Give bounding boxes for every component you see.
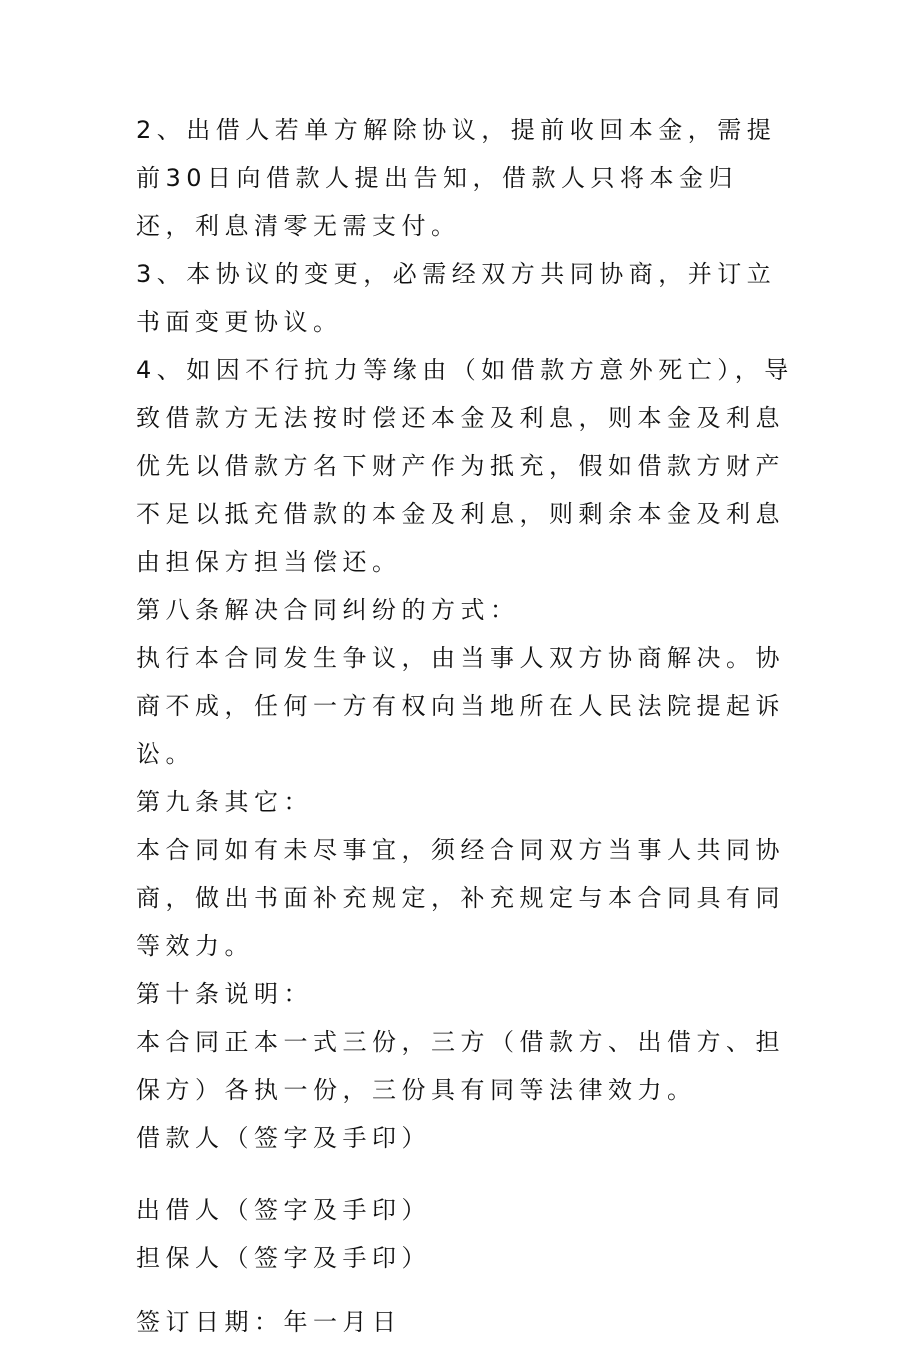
article-8-body: 执行本合同发生争议，由当事人双方协商解决。协商不成，任何一方有权向当地所在人民法院提起诉讼。 [136,644,785,768]
guarantor-signature-line: 担保人（签字及手印） [136,1244,431,1272]
clause-2: 2、出借人若单方解除协议，提前收回本金，需提前30日向借款人提出告知，借款人只将本金归还，利息清零无需支付。 [136,116,777,240]
article-9-heading: 第九条其它： [136,788,313,816]
spacer [136,1282,796,1298]
clause-3: 3、本协议的变更，必需经双方共同协商，并订立书面变更协议。 [136,260,777,336]
lender-signature-line: 出借人（签字及手印） [136,1196,431,1224]
document-content [136,106,796,1346]
signing-date-line: 签订日期：年一月日 [136,1308,402,1336]
clause-4: 4、如因不行抗力等缘由（如借款方意外死亡），导致借款方无法按时偿还本金及利息，则本金及利息优先以借款方名下财产作为抵充，假如借款方财产不足以抵充借款的本金及利息，则剩余本金及利息由担保方担当偿还。 [136,356,794,576]
article-8-heading: 第八条解决合同纠纷的方式： [136,596,520,624]
article-10-heading: 第十条说明： [136,980,313,1008]
article-9-body: 本合同如有未尽事宜，须经合同双方当事人共同协商，做出书面补充规定，补充规定与本合同具有同等效力。 [136,836,785,960]
spacer [136,1162,796,1186]
borrower-signature-line: 借款人（签字及手印） [136,1124,431,1152]
article-10-body: 本合同正本一式三份，三方（借款方、出借方、担保方）各执一份，三份具有同等法律效力。 [136,1028,785,1104]
